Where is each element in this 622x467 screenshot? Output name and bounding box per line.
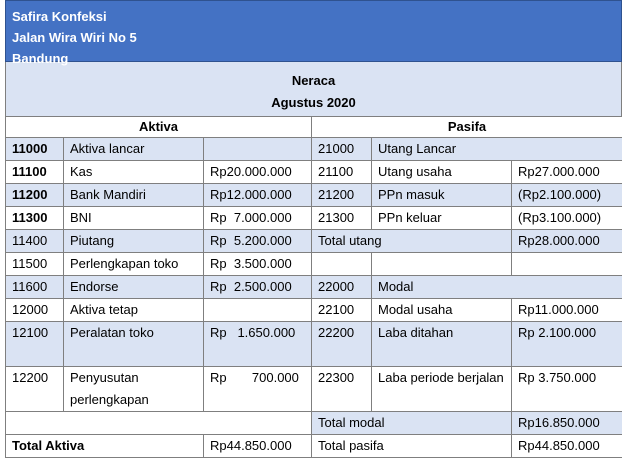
table-row bbox=[6, 412, 622, 435]
account-name: Peralatan toko bbox=[64, 322, 204, 367]
report-period: Agustus 2020 bbox=[271, 95, 356, 110]
account-code: 11600 bbox=[6, 276, 64, 299]
account-value: Rp 3.500.000 bbox=[204, 253, 312, 276]
account-value: Rp 2.500.000 bbox=[204, 276, 312, 299]
account-code: 12200 bbox=[6, 367, 64, 412]
total-pasifa-value: Rp44.850.000 bbox=[512, 435, 622, 458]
account-code: 11200 bbox=[6, 184, 64, 207]
balance-sheet bbox=[5, 0, 622, 458]
account-code: 11100 bbox=[6, 161, 64, 184]
account-value: Rp 3.750.000 bbox=[512, 367, 622, 412]
account-value: (Rp2.100.000) bbox=[512, 184, 622, 207]
table-row bbox=[6, 299, 622, 322]
account-value bbox=[512, 253, 622, 276]
table-row bbox=[6, 367, 622, 412]
table-row bbox=[6, 322, 622, 367]
account-name: PPn keluar bbox=[372, 207, 512, 230]
account-code: 21100 bbox=[312, 161, 372, 184]
account-value: Rp 2.100.000 bbox=[512, 322, 622, 367]
account-name: Perlengkapan toko bbox=[64, 253, 204, 276]
account-name: Modal bbox=[372, 276, 622, 299]
account-code: 22100 bbox=[312, 299, 372, 322]
table-row bbox=[6, 207, 622, 230]
account-value: Rp27.000.000 bbox=[512, 161, 622, 184]
account-code: 12000 bbox=[6, 299, 64, 322]
account-name: Modal usaha bbox=[372, 299, 512, 322]
table-row bbox=[6, 230, 622, 253]
account-code: 21200 bbox=[312, 184, 372, 207]
account-code: 11000 bbox=[6, 138, 64, 161]
account-name: Utang Lancar bbox=[372, 138, 622, 161]
table-row bbox=[6, 276, 622, 299]
total-modal-label: Total modal bbox=[312, 412, 512, 435]
account-value: Rp 700.000 bbox=[204, 367, 312, 412]
table-row bbox=[6, 161, 622, 184]
total-modal-value: Rp16.850.000 bbox=[512, 412, 622, 435]
account-code: 11300 bbox=[6, 207, 64, 230]
account-code: 12100 bbox=[6, 322, 64, 367]
balance-table bbox=[5, 116, 622, 458]
account-name: BNI bbox=[64, 207, 204, 230]
account-code bbox=[312, 253, 372, 276]
empty-cell bbox=[6, 412, 312, 435]
account-name: Endorse bbox=[64, 276, 204, 299]
table-row bbox=[6, 184, 622, 207]
account-value bbox=[204, 299, 312, 322]
account-name: Laba periode berjalan bbox=[372, 367, 512, 412]
total-aktiva-label: Total Aktiva bbox=[6, 435, 204, 458]
company-city: Bandung bbox=[12, 51, 69, 66]
account-code: 11400 bbox=[6, 230, 64, 253]
account-name: Utang usaha bbox=[372, 161, 512, 184]
total-utang-label: Total utang bbox=[312, 230, 512, 253]
account-value: Rp12.000.000 bbox=[204, 184, 312, 207]
account-name bbox=[372, 253, 512, 276]
account-name: Laba ditahan bbox=[372, 322, 512, 367]
totals-row bbox=[6, 435, 622, 458]
account-code: 21300 bbox=[312, 207, 372, 230]
account-code: 22200 bbox=[312, 322, 372, 367]
account-value: Rp 1.650.000 bbox=[204, 322, 312, 367]
account-code: 22000 bbox=[312, 276, 372, 299]
pasifa-header: Pasifa bbox=[312, 117, 622, 138]
account-name: Piutang bbox=[64, 230, 204, 253]
column-header-row bbox=[6, 117, 622, 138]
account-code: 21000 bbox=[312, 138, 372, 161]
account-name: Aktiva lancar bbox=[64, 138, 204, 161]
company-name: Safira Konfeksi bbox=[12, 9, 107, 24]
account-code: 22300 bbox=[312, 367, 372, 412]
report-title: Neraca bbox=[291, 73, 336, 88]
account-value: Rp 7.000.000 bbox=[204, 207, 312, 230]
account-code: 11500 bbox=[6, 253, 64, 276]
company-address: Jalan Wira Wiri No 5 bbox=[12, 30, 137, 45]
account-value: Rp20.000.000 bbox=[204, 161, 312, 184]
total-pasifa-label: Total pasifa bbox=[312, 435, 512, 458]
account-value: Rp11.000.000 bbox=[512, 299, 622, 322]
account-name: Kas bbox=[64, 161, 204, 184]
account-value: Rp 5.200.000 bbox=[204, 230, 312, 253]
table-row bbox=[6, 138, 622, 161]
account-value bbox=[204, 138, 312, 161]
account-name: Bank Mandiri bbox=[64, 184, 204, 207]
company-header bbox=[5, 0, 622, 66]
report-title-block bbox=[5, 62, 622, 116]
total-utang-value: Rp28.000.000 bbox=[512, 230, 622, 253]
account-value: (Rp3.100.000) bbox=[512, 207, 622, 230]
table-row bbox=[6, 253, 622, 276]
account-name: PPn masuk bbox=[372, 184, 512, 207]
aktiva-header: Aktiva bbox=[6, 117, 312, 138]
total-aktiva-value: Rp44.850.000 bbox=[204, 435, 312, 458]
account-name: Penyusutan perlengkapan bbox=[64, 367, 204, 412]
account-name: Aktiva tetap bbox=[64, 299, 204, 322]
